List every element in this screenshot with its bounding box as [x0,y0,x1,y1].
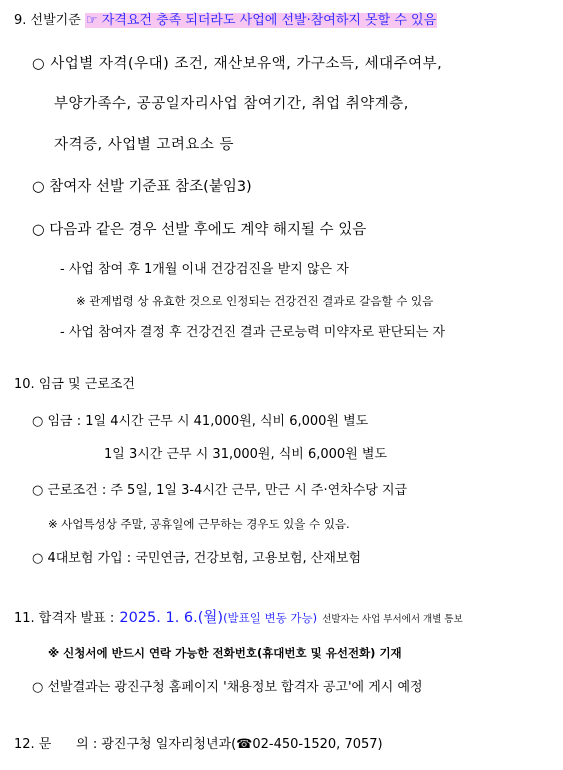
s9-bullet1-line2: 부양가족수, 공공일자리사업 참여기간, 취업 취약계층, [54,96,409,112]
s11-notice: 선발자는 사업 부서에서 개별 통보 [322,614,463,625]
s9-bullet3: ○ 다음과 같은 경우 선발 후에도 계약 해지될 수 있음 [32,222,367,238]
s11-date-note: (발표일 변동 가능) [223,611,318,625]
s10-wage2: 1일 3시간 근무 시 31,000원, 식비 6,000원 별도 [104,447,388,462]
s9-bullet1-line3: 자격증, 사업별 고려요소 등 [54,137,235,153]
s9-bullet1-line1: ○ 사업별 자격(우대) 조건, 재산보유액, 가구소득, 세대주여부, [32,56,443,72]
s11-line-heading [14,609,463,626]
s11-note: ※ 신청서에 반드시 연락 가능한 전화번호(휴대번호 및 유선전화) 기재 [48,646,402,660]
s10-work: ○ 근로조건 : 주 5일, 1일 3-4시간 근무, 만근 시 주·연차수당 지급 [32,483,408,498]
s11-date: 2025. 1. 6.(월) [119,610,224,626]
s9-highlight: ☞ 자격요건 충족 되더라도 사업에 선발·참여하지 못할 수 있음 [85,13,437,28]
s9-line-heading [14,14,437,27]
s12-line [14,738,383,751]
s10-heading: 10. 임금 및 근로조건 [14,377,135,392]
s9-dash1: - 사업 참여 후 1개월 이내 건강검진을 받지 않은 자 [60,262,349,277]
s12-label: 12. 문 의 : [14,737,98,752]
s10-note: ※ 사업특성상 주말, 공휴일에 근무하는 경우도 있을 수 있음. [48,517,350,531]
s9-heading: 9. 선발기준 [14,13,81,28]
s11-heading: 11. 합격자 발표 : [14,611,115,626]
s10-insurance: ○ 4대보험 가입 : 국민연금, 건강보험, 고용보험, 산재보험 [32,551,362,566]
s9-note1: ※ 관계법령 상 유효한 것으로 인정되는 건강건진 결과로 갈음할 수 있음 [76,294,434,308]
s9-bullet2: ○ 참여자 선발 기준표 참조(붙임3) [32,179,252,195]
s11-result: ○ 선발결과는 광진구청 홈페이지 '채용정보 합격자 공고'에 게시 예정 [32,680,423,695]
s10-wage1: ○ 임금 : 1일 4시간 근무 시 41,000원, 식비 6,000원 별도 [32,414,369,429]
s9-dash2: - 사업 참여자 결정 후 건강건진 결과 근로능력 미약자로 판단되는 자 [60,325,446,340]
s12-text: 광진구청 일자리청년과(☎02-450-1520, 7057) [101,737,383,752]
